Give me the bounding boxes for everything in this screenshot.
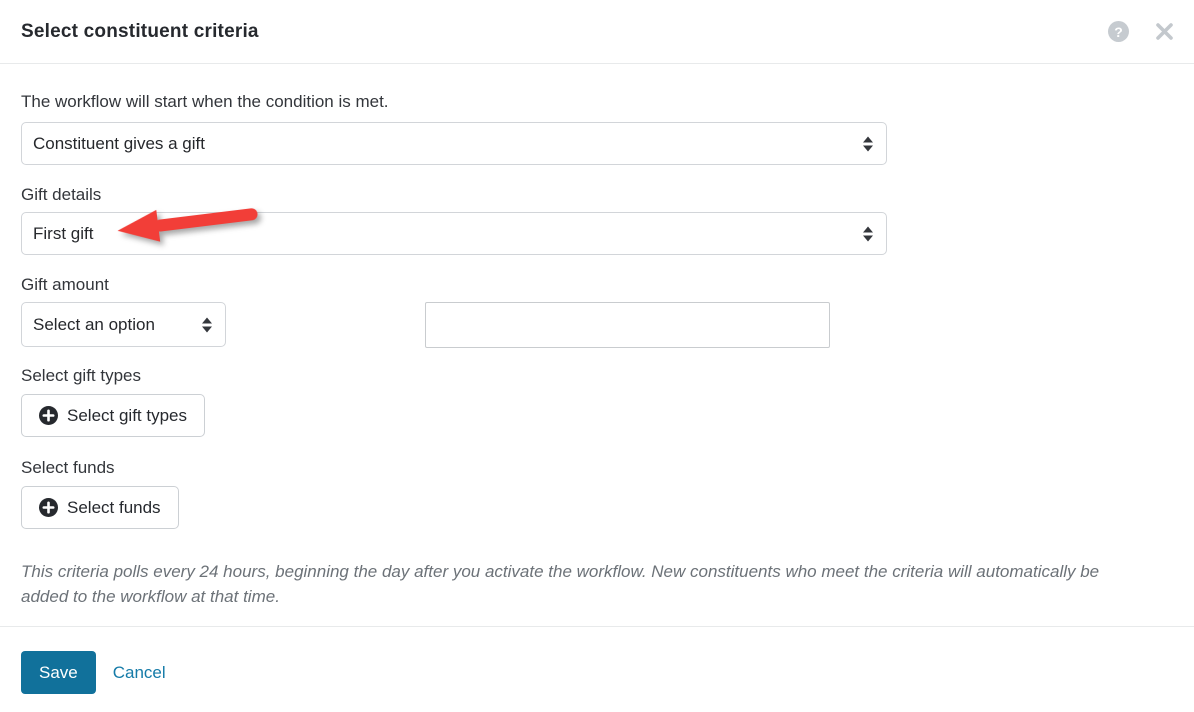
dialog-title: Select constituent criteria [21,20,259,42]
polling-note: This criteria polls every 24 hours, beginning the day after you activate the workflow. New constituents who meet the criteria will automatically be added to the workflow at that time. [21,562,1100,606]
gift-details-select[interactable] [21,212,887,255]
dialog-body [0,89,1194,609]
plus-circle-icon [39,498,58,517]
close-icon[interactable] [1156,23,1173,40]
header-icons [1108,21,1173,42]
dialog-footer [0,627,1194,694]
select-gift-types-button[interactable] [21,394,205,437]
condition-select[interactable] [21,122,887,165]
gift-details-select-wrap [21,212,887,255]
gift-amount-input[interactable] [425,302,830,348]
dialog-header [0,0,1194,64]
gift-amount-operator-select[interactable] [21,302,226,347]
plus-circle-icon [39,406,58,425]
condition-select-value: Constituent gives a gift [33,133,205,153]
gift-amount-label: Gift amount [21,275,109,294]
gift-details-select-value: First gift [33,223,94,243]
select-funds-button-label: Select funds [67,497,161,517]
workflow-condition-intro: The workflow will start when the condition is met. [21,92,389,111]
gift-amount-operator-value: Select an option [33,314,155,334]
updown-caret-icon [863,136,873,151]
select-funds-button[interactable] [21,486,179,529]
funds-label: Select funds [21,458,115,477]
cancel-link[interactable]: Cancel [112,662,166,682]
gift-details-label: Gift details [21,185,102,204]
updown-caret-icon [863,226,873,241]
save-button[interactable]: Save [21,651,96,694]
help-icon[interactable]: ? [1108,21,1129,42]
updown-caret-icon [202,317,212,332]
gift-amount-row [21,302,1173,348]
select-gift-types-button-label: Select gift types [67,405,188,425]
gift-types-label: Select gift types [21,366,142,385]
